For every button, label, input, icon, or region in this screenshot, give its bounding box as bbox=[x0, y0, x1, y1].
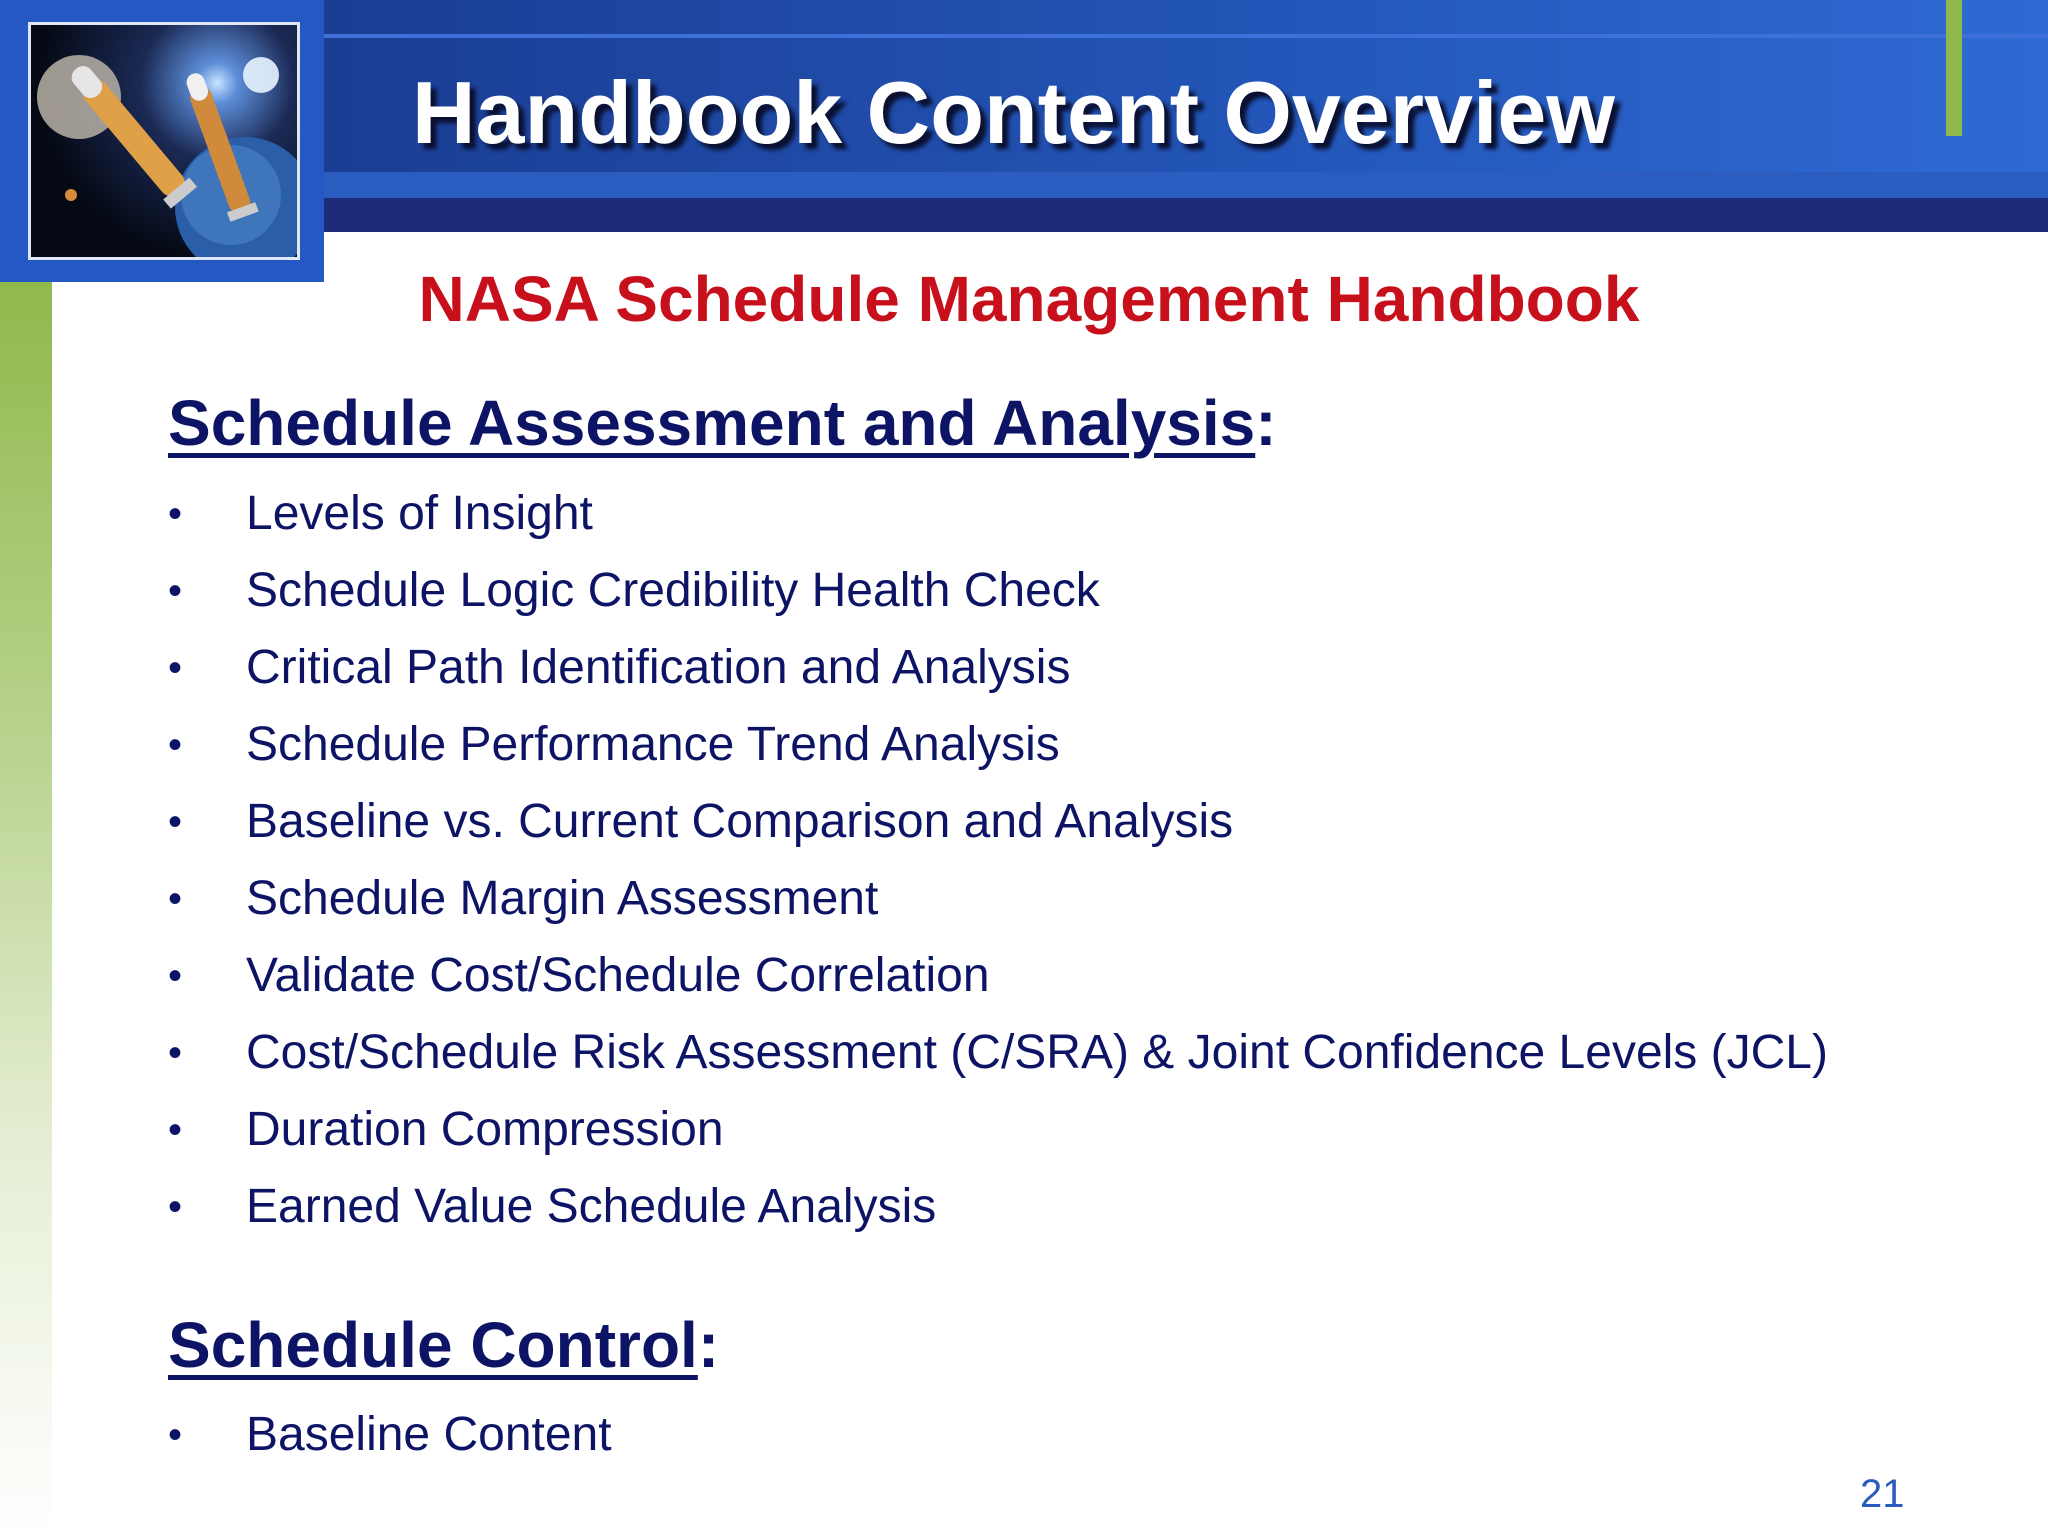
list-item-text: Validate Cost/Schedule Correlation bbox=[246, 949, 990, 1002]
page-number: 21 bbox=[1860, 1472, 1905, 1516]
list-item-text: Earned Value Schedule Analysis bbox=[246, 1180, 937, 1233]
list-item-text: Critical Path Identification and Analysis bbox=[246, 641, 1071, 694]
list-item-text: Baseline vs. Current Comparison and Analysis bbox=[246, 795, 1234, 848]
section-heading-text: Schedule Assessment and Analysis bbox=[168, 387, 1256, 459]
list-item-text: Duration Compression bbox=[246, 1103, 724, 1156]
list-item-text: Levels of Insight bbox=[246, 487, 593, 540]
list-item-text: Schedule Margin Assessment bbox=[246, 872, 879, 925]
bullet-icon: • bbox=[168, 1031, 183, 1075]
section-heading-colon: : bbox=[697, 1309, 720, 1381]
left-accent-bar bbox=[0, 280, 52, 1536]
bullet-icon: • bbox=[168, 569, 183, 613]
header-stripe bbox=[322, 172, 2048, 198]
slide-title: Handbook Content Overview bbox=[412, 63, 1615, 162]
section-heading-colon: : bbox=[1255, 387, 1277, 459]
bullet-icon: • bbox=[168, 1413, 183, 1457]
list-item-text: Cost/Schedule Risk Assessment (C/SRA) & Joint Confidence Levels (JCL) bbox=[246, 1026, 1828, 1079]
bullet-icon: • bbox=[168, 646, 183, 690]
list-item-text: Schedule Logic Credibility Health Check bbox=[246, 564, 1100, 617]
section-heading-control bbox=[168, 1308, 719, 1382]
space-rocket-illustration bbox=[31, 25, 297, 257]
planet-dot bbox=[65, 189, 77, 201]
bullet-icon: • bbox=[168, 1185, 183, 1229]
green-accent-mark bbox=[1946, 0, 1962, 136]
bullet-icon: • bbox=[168, 723, 183, 767]
section-heading-assessment bbox=[168, 386, 1277, 460]
bullet-icon: • bbox=[168, 492, 183, 536]
bullet-icon: • bbox=[168, 800, 183, 844]
section-heading-text: Schedule Control bbox=[168, 1309, 698, 1381]
list-item-text: Schedule Performance Trend Analysis bbox=[246, 718, 1060, 771]
space-rocket-image-icon bbox=[28, 22, 300, 260]
bullet-icon: • bbox=[168, 954, 183, 998]
header-stripe bbox=[322, 34, 2048, 38]
bullet-icon: • bbox=[168, 1108, 183, 1152]
header-image-frame bbox=[0, 0, 324, 282]
list-item-text: Baseline Content bbox=[246, 1408, 612, 1461]
bullet-icon: • bbox=[168, 877, 183, 921]
sun-glow bbox=[243, 57, 279, 93]
slide-subtitle: NASA Schedule Management Handbook bbox=[418, 263, 1640, 335]
